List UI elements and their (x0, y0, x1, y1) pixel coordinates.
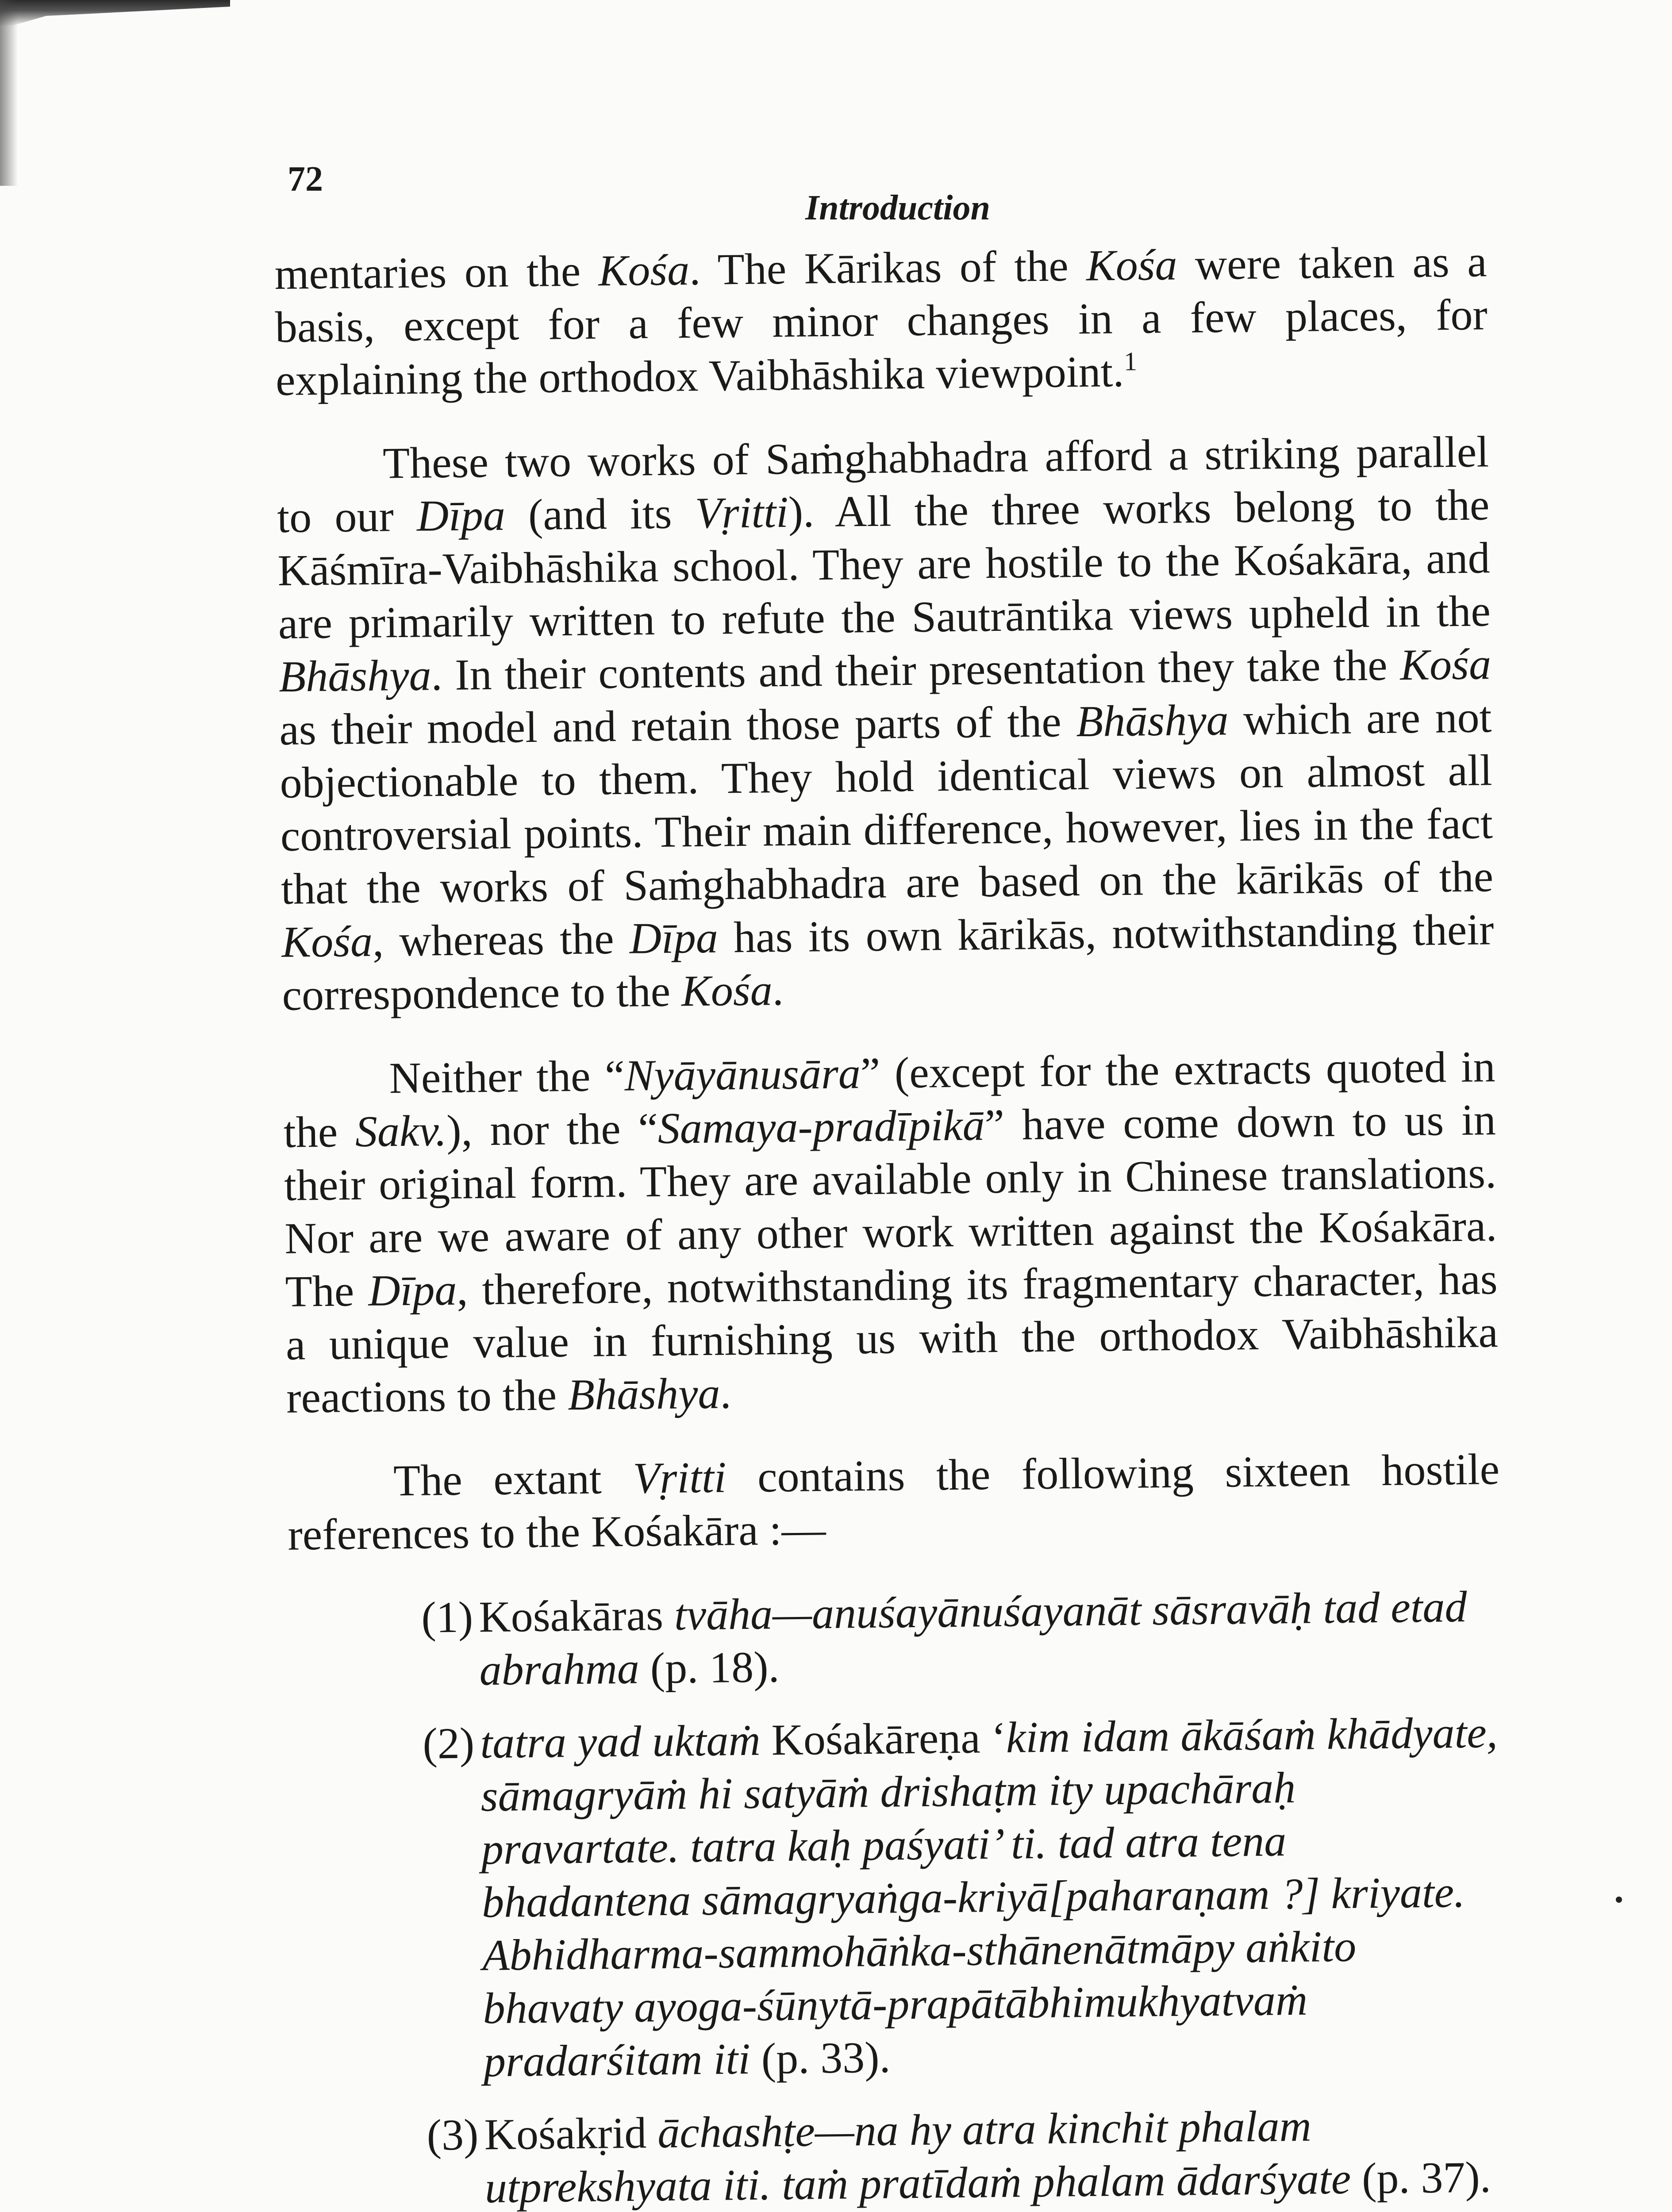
scan-edge-shadow-left (0, 0, 18, 186)
list-item: (1) Kośakāras tvāha—anuśayānuśayanāt sāsravāḥ tad etad abrahma (p. 18). (421, 1582, 1467, 1695)
paragraph-1: mentaries on the Kośa. The Kārikas of the Kośa were taken as a basis, except for a few minor changes in a few places, for explaining the orthodox Vaibhāshika viewpoint.$^1$ (274, 237, 1488, 405)
page-number: 72 (288, 160, 323, 199)
paragraph-3: Neither the “Nyāyānusāra” (except for the extracts quoted in the Sakv.), nor the “Samaya-pradīpikā” have come down to us in their original form. They are available only in Chinese translations. Nor are we aware of any other work written against the Kośakāra. The Dīpa, therefore, notwithstanding its fragmentary character, has a unique value in furnishing us with the orthodox Vaibhāshika reactions to the Bhāshya. (283, 1042, 1499, 1422)
running-head: Introduction (805, 188, 990, 227)
footnote-ref: 1 (1123, 346, 1138, 376)
paragraph-2: These two works of Saṁghabhadra afford a striking parallel to our Dīpa (and its Vṛitti). All the three works belong to the Kāśmīra-Vaibhāshika school. They are hostile to the Kośakāra, and are primarily written to refute the Sautrāntika views upheld in the Bhāshya. In their contents and their presentation they take the Kośa as their model and retain those parts of the Bhāshya which are not objectionable to them. They hold identical views on almost all controversial points. Their main difference, however, lies in the fact that the works of Saṁghabhadra are based on the kārikās of the Kośa, whereas the Dīpa has its own kārikās, notwithstanding their correspondence to the Kośa. (277, 427, 1494, 1020)
paragraph-4: The extant Vṛitti contains the following sixteen hostile references to the Kośakāra :— (287, 1444, 1500, 1559)
list-item: (3) Kośakṛid āchashṭe—na hy atra kinchit phalam utprekshyata iti. taṁ pratīdaṁ phalam ādarśyate (p. 37). (427, 2101, 1491, 2212)
scan-edge-shadow-top (0, 0, 230, 27)
list-item: (2) tatra yad uktaṁ Kośakāreṇa ‘kim idam ākāśaṁ khādyate, sāmagryāṁ hi satyāṁ drishaṭm ity upachāraḥ pravartate. tatra kaḥ paśyati’ ti. tad atra tena bhadantena sāmagryaṅga-kriyā[paharaṇam ?] kriyate. Abhidharma-sammohāṅka-sthānenātmāpy aṅkito bhavaty ayoga-śūnytā-prapātābhimukhyatvaṁ pradarśitam iti (p. 33). (422, 1708, 1498, 2086)
scan-speck (1616, 1897, 1622, 1903)
reference-list (421, 1580, 1507, 2212)
page-body (274, 235, 1507, 2212)
